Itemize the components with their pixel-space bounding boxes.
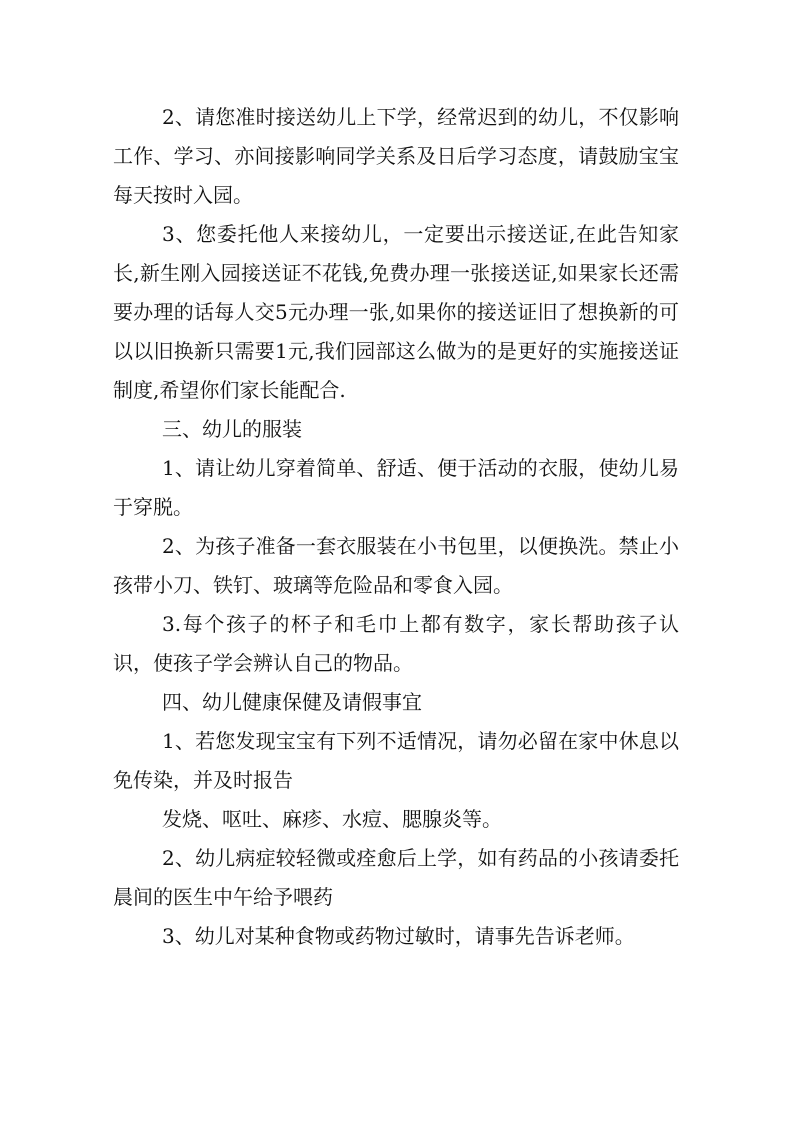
paragraph-health-2: 2、幼儿病症较轻微或痊愈后上学，如有药品的小孩请委托晨间的医生中午给予喂药 xyxy=(113,846,679,909)
paragraph-health-1: 1、若您发现宝宝有下列不适情况，请勿必留在家中休息以免传染，并及时报告 xyxy=(113,729,679,792)
document-page xyxy=(113,98,679,956)
paragraph-pickup-card: 3、您委托他人来接幼儿，一定要出示接送证,在此告知家长,新生刚入园接送证不花钱,免费办理一张接送证,如果家长还需要办理的话每人交5元办理一张,如果你的接送证旧了想换新的可以以旧换新只需要1元,我们园部这么做为的是更好的实施接送证制度,希望你们家长能配合. xyxy=(113,222,679,402)
paragraph-health-3: 3、幼儿对某种食物或药物过敏时，请事先告诉老师。 xyxy=(162,924,635,948)
paragraph-clothing-1: 1、请让幼儿穿着简单、舒适、便于活动的衣服，使幼儿易于穿脱。 xyxy=(113,456,679,519)
paragraph-clothing-3: 3.每个孩子的杯子和毛巾上都有数字，家长帮助孩子认识，使孩子学会辨认自己的物品。 xyxy=(113,612,679,675)
section-heading-clothing: 三、幼儿的服装 xyxy=(162,417,302,441)
section-heading-health: 四、幼儿健康保健及请假事宜 xyxy=(162,690,422,714)
paragraph-clothing-2: 2、为孩子准备一套衣服装在小书包里，以便换洗。禁止小孩带小刀、铁钉、玻璃等危险品和零食入园。 xyxy=(113,534,679,597)
paragraph-symptoms: 发烧、呕吐、麻疹、水痘、腮腺炎等。 xyxy=(162,807,502,831)
paragraph-on-time: 2、请您准时接送幼儿上下学，经常迟到的幼儿，不仅影响工作、学习、亦间接影响同学关系及日后学习态度，请鼓励宝宝每天按时入园。 xyxy=(113,105,679,207)
